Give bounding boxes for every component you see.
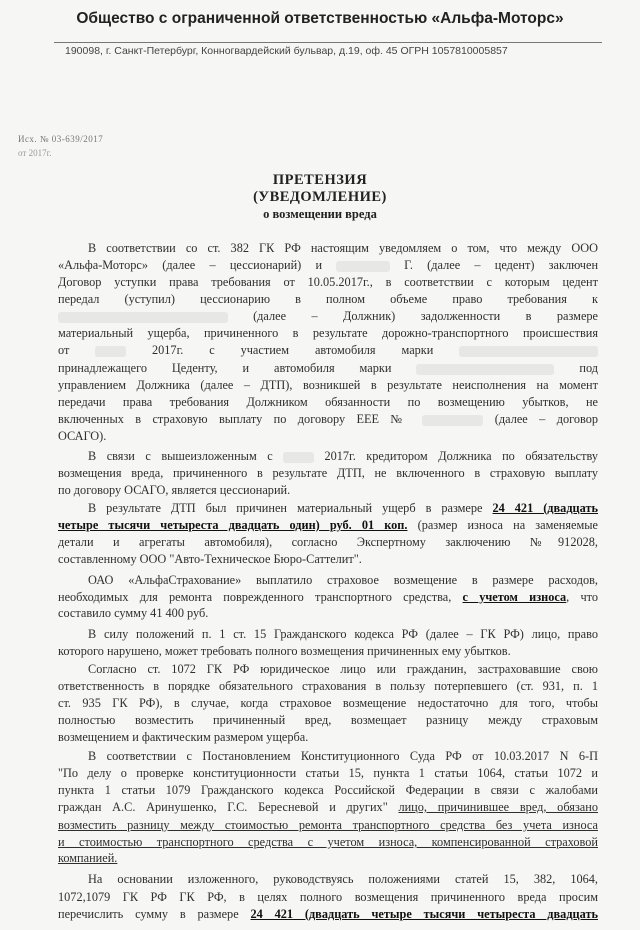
redacted-text	[283, 452, 314, 463]
body-line	[58, 696, 598, 710]
body-text: под	[579, 361, 599, 375]
body-line	[58, 818, 598, 832]
outgoing-date: от 2017г.	[18, 148, 52, 158]
body-line	[58, 644, 511, 658]
body-line	[58, 907, 598, 921]
body-text: перечислить сумму в размере	[58, 907, 239, 921]
body-text: передачи права требования Должником обязанности по возмещению убытков, не	[58, 395, 598, 409]
body-text: ОСАГО).	[58, 429, 107, 443]
company-address: 190098, г. Санкт-Петербург, Конногвардейский бульвар, д.19, оф. 45 ОГРН 1057810005857	[65, 45, 508, 57]
body-text: ОАО «АльфаСтрахование» выплатило страховое возмещение в размере расходов,	[88, 573, 598, 587]
underlined-text: компанией.	[58, 851, 118, 865]
body-line	[58, 326, 598, 340]
body-line	[58, 835, 598, 849]
body-text: полностью возместить причиненный вред, возмещает разницу между страховым	[58, 713, 598, 727]
outgoing-number: Исх. № 03-639/2017	[18, 134, 104, 144]
body-line	[58, 483, 290, 497]
amount-emphasis: с учетом износа	[462, 590, 567, 604]
body-text: принадлежащего Цеденту, и автомобиля марки	[58, 361, 392, 375]
body-line	[58, 292, 598, 306]
underlined-text: лицо, причинившее вред, обязано	[398, 800, 598, 814]
document-title: ПРЕТЕНЗИЯ	[272, 172, 368, 188]
redacted-text	[416, 364, 554, 375]
body-text: 1072,1079 ГК РФ ГК РФ, в целях полного возмещения причиненного вреда просим	[58, 890, 598, 904]
body-text: , что	[566, 590, 598, 604]
body-text: от	[58, 343, 70, 357]
redacted-text	[95, 346, 126, 357]
redacted-text	[422, 415, 483, 426]
body-text: граждан А.С. Аринушенко, Г.С. Бересневой и других"	[58, 800, 388, 814]
document-subtitle: (УВЕДОМЛЕНИЕ)	[253, 189, 387, 205]
underlined-text: возместить разницу между стоимостью ремонта транспортного средства без учета износа	[58, 818, 598, 832]
body-line	[58, 679, 598, 693]
document-subject: о возмещении вреда	[263, 207, 377, 221]
body-text: 2017г. с участием автомобиля марки	[151, 343, 434, 357]
company-name: Общество с ограниченной ответственностью «Альфа-Моторс»	[76, 10, 564, 27]
body-line	[88, 573, 598, 587]
redacted-text	[58, 312, 228, 323]
redacted-text	[459, 346, 598, 357]
redacted-text	[336, 261, 390, 272]
body-line	[58, 890, 598, 904]
body-text: В связи с вышеизложенным с	[88, 449, 273, 463]
body-text: возмещением и фактическим размером ущерба.	[58, 730, 309, 744]
body-line	[88, 749, 598, 763]
body-text: "По делу о проверке конституционности статьи 15, пункта 1 статьи 1064, статьи 1072 и	[58, 766, 598, 780]
body-text: управлением Должника (далее – ДТП), возникшей в результате неисполнения на момент	[58, 378, 598, 392]
body-text: ст. 935 ГК РФ), в случае, когда страховое возмещение недостаточно для того, чтобы	[58, 696, 598, 710]
body-text: пункта 1 статьи 1079 Гражданского кодекса Российской Федерации в связи с жалобами	[58, 783, 598, 797]
body-text: ответственность в порядке обязательного страхования в пользу потерпевшего (ст. 931, п. 1	[58, 679, 598, 693]
body-line	[58, 783, 598, 797]
body-text: Г. (далее – цедент) заключен	[404, 258, 599, 272]
body-line	[58, 343, 598, 357]
body-line	[58, 258, 598, 272]
body-text: 2017г. кредитором Должника по обязательству	[324, 449, 599, 463]
body-text: На основании изложенного, руководствуясь положениями статей 15, 382, 1064,	[88, 872, 598, 886]
body-line	[58, 395, 598, 409]
body-line	[58, 606, 208, 620]
body-text: включенных в страховую выплату по договору ЕЕЕ №	[58, 412, 411, 426]
body-text: составило сумму 41 400 руб.	[58, 606, 209, 620]
body-text: составленному ООО "Авто-Техническое Бюро-Саттелит".	[58, 552, 362, 566]
body-line	[58, 730, 308, 744]
body-line	[58, 275, 598, 289]
body-line	[58, 412, 598, 426]
body-line	[88, 627, 598, 641]
body-text: передал (уступил) цессионарию в полном объеме право требования к	[58, 292, 598, 306]
body-text: В силу положений п. 1 ст. 15 Гражданского кодекса РФ (далее – ГК РФ) лицо, право	[88, 627, 598, 641]
body-text: В результате ДТП был причинен материальный ущерб в размере	[88, 501, 483, 515]
body-line	[58, 361, 598, 375]
body-text: необходимых для ремонта поврежденного транспортного средства,	[58, 590, 452, 604]
amount-emphasis: 24 421 (двадцать	[492, 501, 598, 515]
body-line	[58, 590, 598, 604]
body-text: которого нарушено, может требовать полного возмещения причиненных ему убытков.	[58, 644, 511, 658]
body-text: возмещения вреда, причиненного в результате ДТП, не включенного в страховую выплату	[58, 466, 598, 480]
body-text: (далее – Должник) задолженности в размере	[253, 309, 599, 323]
letterhead-divider	[54, 42, 602, 43]
body-line	[58, 713, 598, 727]
body-text: Согласно ст. 1072 ГК РФ юридическое лицо или гражданин, застраховавшие свою	[88, 662, 598, 676]
body-text: (размер износа на заменяемые	[417, 518, 598, 532]
body-line	[58, 535, 598, 549]
body-text: Договор уступки права требования от 10.05.2017г., в соответствии с которым цедент	[58, 275, 598, 289]
body-text: «Альфа-Моторс» (далее – цессионарий) и	[58, 258, 323, 272]
body-line	[58, 851, 117, 865]
amount-emphasis: четыре тысячи четыреста двадцать один) руб. 01 коп.	[58, 518, 408, 532]
amount-emphasis: 24 421 (двадцать четыре тысячи четыреста двадцать	[250, 907, 598, 921]
body-line	[58, 378, 598, 392]
body-line	[88, 449, 598, 463]
body-line	[58, 800, 598, 814]
underlined-text: и стоимостью транспортного средства с учетом износа, компенсированной страховой	[58, 835, 598, 849]
body-line	[88, 872, 598, 886]
body-text: по договору ОСАГО, является цессионарий.	[58, 483, 291, 497]
body-text: материальный ущерба, причиненного в результате дорожно-транспортного происшествия	[58, 326, 598, 340]
body-line	[58, 466, 598, 480]
body-text: В соответствии со ст. 382 ГК РФ настоящим уведомляем о том, что между ООО	[88, 241, 598, 255]
body-line	[88, 662, 598, 676]
body-text: (далее – договор	[494, 412, 599, 426]
body-line	[58, 309, 598, 323]
body-line	[58, 518, 598, 532]
body-text: детали и агрегаты автомобиля), согласно Экспертному заключению №912028,	[58, 535, 598, 549]
body-line	[88, 501, 598, 515]
body-line	[58, 429, 106, 443]
body-text: В соответствии с Постановлением Конституционного Суда РФ от 10.03.2017 N 6-П	[88, 749, 598, 763]
body-line	[88, 241, 598, 255]
body-line	[58, 766, 598, 780]
body-line	[58, 552, 362, 566]
